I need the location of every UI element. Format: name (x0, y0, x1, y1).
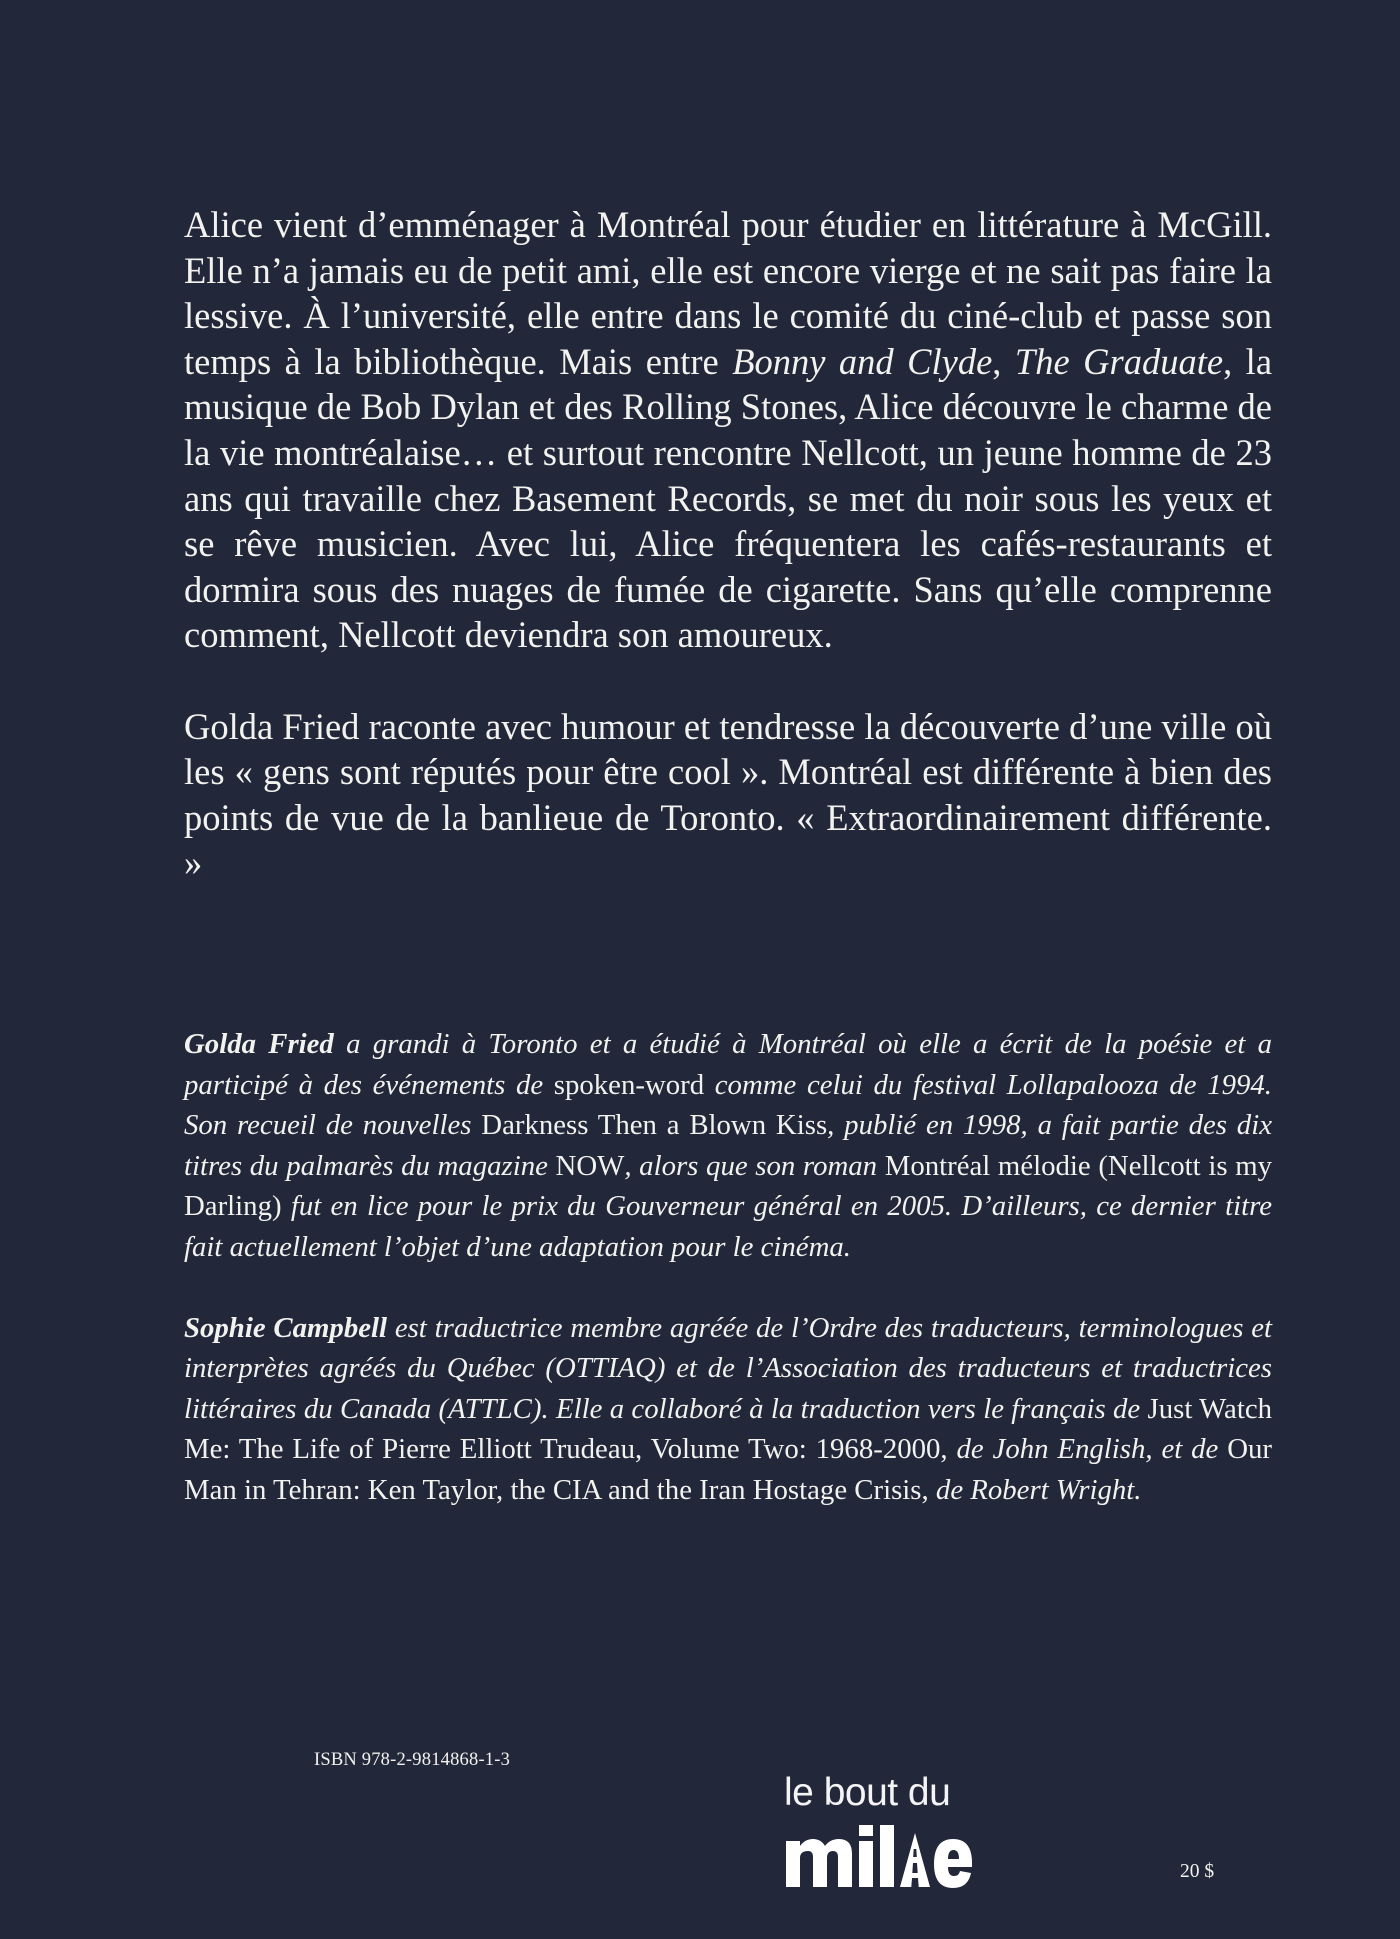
author-bio-text: a grandi à Toronto et a étudié à Montréal où elle a écrit de la poésie et a participé à des événements de (184, 1028, 1272, 1101)
synopsis (184, 202, 1272, 886)
price: 20 $ (1180, 1861, 1215, 1882)
author-bio-text: , publié en 1998, a fait partie des dix titres du palmarès du magazine (184, 1109, 1272, 1182)
book-title-our-man-in-tehran: Our Man in Tehran: Ken Taylor, the CIA and the Iran Hostage Crisis, (184, 1433, 1272, 1506)
synopsis-text-1: Alice vient d’emménager à Montréal pour étudier en littérature à McGill. Elle n’a jamais eu de petit ami, elle est encore vierge et ne sait pas faire la lessive. À l’université, elle entre dans le comité du ciné-club et passe son temps à la bibliothèque. Mais entre (184, 204, 1272, 382)
synopsis-paragraph-2: Golda Fried raconte avec humour et tendresse la découverte d’une ville où les « gens sont réputés pour être cool ». Montréal est différente à bien des points de vue de la banlieue de Toronto. « Extraordinairement différente. » (184, 705, 1272, 884)
publisher-logo (784, 1771, 974, 1889)
synopsis-paragraph-1 (184, 202, 1272, 658)
author-bio-roman: spoken-word (553, 1068, 705, 1101)
publisher-logo-line1: le bout du (784, 1771, 951, 1814)
translator-bio (184, 1308, 1272, 1511)
translator-bio-text: est traductrice membre agréée de l’Ordre des traducteurs, terminologues et interprètes agréés du Québec (OTTIAQ) et de l’Association des traducteurs et traductrices littéraires du Canada (ATTLC). Elle a collaboré à la traduction vers le français de (184, 1311, 1272, 1425)
author-bio-text: , alors que son roman (624, 1149, 885, 1182)
film-title-the-graduate: The Graduate (1014, 340, 1224, 382)
author-bio-text: comme celui du festival Lollapalooza de 1994. Son recueil de nouvelles (184, 1068, 1272, 1141)
book-title-darkness: Darkness Then a Blown Kiss (481, 1109, 828, 1141)
film-title-bonny-and-clyde: Bonny and Clyde (732, 340, 993, 382)
book-title-just-watch-me: Just Watch Me: The Life of Pierre Elliott Trudeau, Volume Two: 1968-2000, (184, 1392, 1273, 1465)
translator-bio-text: de John English, et de (947, 1433, 1228, 1465)
author-bio-text: fut en lice pour le prix du Gouverneur général en 2005. D’ailleurs, ce dernier titre fait actuellement l’objet d’une adaptation pour le cinéma. (184, 1190, 1272, 1263)
bios (184, 1024, 1272, 1510)
translator-bio-text: de Robert Wright. (928, 1473, 1142, 1506)
publisher-logo-wordmark (784, 1825, 974, 1889)
magazine-title-now: NOW (555, 1149, 625, 1182)
book-title-montreal-melodie: Montréal mélodie (Nellcott is my Darling) (184, 1149, 1272, 1222)
author-bio (184, 1024, 1272, 1267)
synopsis-text-2: , la musique de Bob Dylan et des Rolling Stones, Alice découvre le charme de la vie montréalaise… et surtout rencontre Nellcott, un jeune homme de 23 ans qui travaille chez Basement Records, se met du noir sous les yeux et se rêve musicien. Avec lui, Alice fréquentera les cafés-restaurants et dormira sous des nuages de fumée de cigarette. Sans qu’elle comprenne comment, Nellcott deviendra son amoureux. (184, 340, 1273, 656)
isbn: ISBN 978-2-9814868-1-3 (314, 1750, 511, 1770)
synopsis-separator: , (992, 340, 1015, 382)
author-name: Golda Fried (184, 1028, 334, 1060)
translator-name: Sophie Campbell (184, 1311, 388, 1344)
